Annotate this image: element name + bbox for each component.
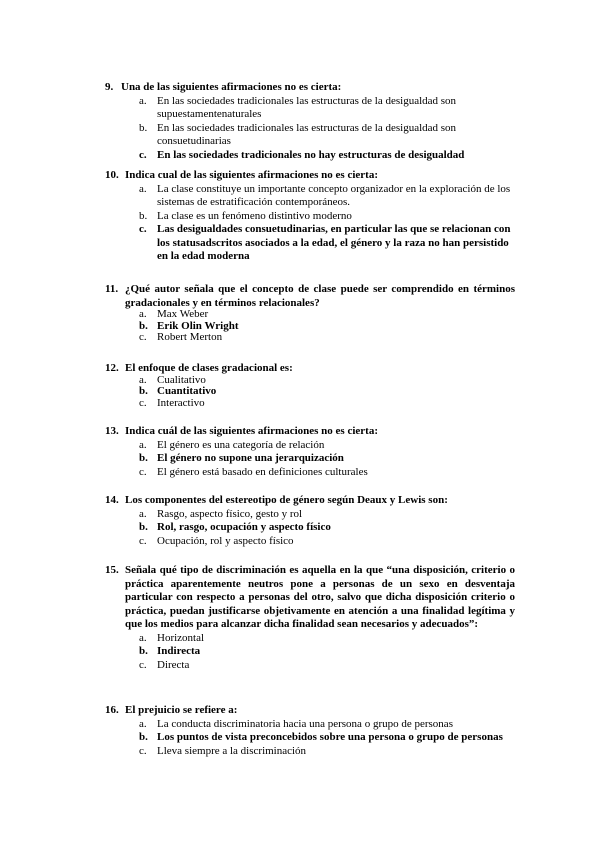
option-text: Directa — [157, 658, 190, 671]
question-text: Los componentes del estereotipo de género según Deaux y Lewis son: — [125, 494, 448, 506]
question-text: Señala qué tipo de discriminación es aquella en la que “una disposición, criterio o práctica aparentemente neutros pone a personas de un sexo en desventaja particular con respecto a personas del otro, salvo que dicha disposición criterio o práctica, puedan justificarse objetivamente en atención a una finalidad legítima y que los medios para alcanzar dicha finalidad sean necesarios y adecuados”: — [125, 564, 515, 630]
option-b-answer — [105, 452, 515, 466]
option-letter: a. — [139, 507, 147, 520]
question-number: 12. — [105, 362, 119, 374]
option-a — [105, 439, 515, 453]
option-text: Horizontal — [157, 631, 205, 644]
option-text: Cuantitativo — [157, 385, 217, 397]
option-letter: a. — [139, 308, 147, 320]
option-text: En las sociedades tradicionales las estructuras de la desigualdad son consuetudinarias — [157, 121, 457, 147]
option-letter: c. — [139, 148, 147, 161]
option-text: En las sociedades tradicionales no hay estructuras de desigualdad — [157, 148, 465, 161]
option-c — [105, 397, 515, 411]
question-16-stem — [105, 704, 515, 718]
option-text: Ocupación, rol y aspecto físico — [157, 534, 294, 547]
option-a — [105, 508, 515, 522]
question-13 — [105, 425, 515, 479]
option-text: La conducta discriminatoria hacia una persona o grupo de personas — [157, 717, 453, 730]
option-text: Erik Olin Wright — [157, 319, 239, 332]
option-letter: b. — [139, 209, 148, 222]
question-number: 13. — [105, 425, 119, 437]
option-letter: a. — [139, 182, 147, 195]
question-text: El prejuicio se refiere a: — [125, 704, 238, 716]
question-15-stem — [105, 564, 515, 632]
option-b-answer — [105, 731, 515, 745]
option-text: El género está basado en definiciones culturales — [157, 465, 368, 478]
option-a — [105, 718, 515, 732]
option-c — [105, 331, 515, 345]
option-letter: c. — [139, 658, 147, 671]
option-c — [105, 535, 515, 549]
option-b-answer — [105, 645, 515, 659]
option-letter: a. — [139, 631, 147, 644]
option-text: Lleva siempre a la discriminación — [157, 744, 307, 757]
option-c-answer — [105, 149, 515, 163]
option-a — [105, 183, 515, 210]
question-text: Una de las siguientes afirmaciones no es cierta: — [121, 81, 342, 93]
option-letter: b. — [139, 452, 148, 464]
question-15 — [105, 564, 515, 672]
option-letter: a. — [139, 438, 147, 451]
option-text: Los puntos de vista preconcebidos sobre una persona o grupo de personas — [157, 731, 503, 743]
question-13-stem — [105, 425, 515, 439]
question-11 — [105, 283, 515, 345]
question-11-stem — [105, 283, 515, 310]
option-text: Cualitativo — [157, 373, 206, 386]
option-text: Robert Merton — [157, 331, 223, 343]
option-letter: c. — [139, 744, 147, 757]
option-c — [105, 659, 515, 673]
option-letter: b. — [139, 521, 148, 533]
question-number: 16. — [105, 704, 119, 716]
option-letter: c. — [139, 331, 147, 343]
question-text: Indica cuál de las siguientes afirmaciones no es cierta: — [125, 425, 378, 437]
question-text: ¿Qué autor señala que el concepto de clase puede ser comprendido en términos gradacionales y en términos relacionales? — [125, 283, 515, 309]
option-letter: c. — [139, 465, 147, 478]
option-c-answer — [105, 223, 515, 264]
question-number: 11. — [105, 283, 119, 295]
option-letter: a. — [139, 373, 147, 386]
option-letter: c. — [139, 223, 147, 235]
option-text: Rasgo, aspecto físico, gesto y rol — [157, 507, 303, 520]
question-12 — [105, 362, 515, 410]
question-text: Indica cual de las siguientes afirmaciones no es cierta: — [125, 169, 378, 181]
question-9-stem — [105, 81, 515, 95]
question-10 — [105, 169, 515, 264]
option-letter: a. — [139, 717, 147, 730]
question-14 — [105, 494, 515, 548]
option-letter: b. — [139, 645, 148, 657]
question-number: 14. — [105, 494, 119, 506]
question-number: 10. — [105, 169, 119, 181]
option-c — [105, 466, 515, 480]
option-letter: b. — [139, 731, 148, 743]
option-letter: a. — [139, 94, 147, 107]
question-9 — [105, 81, 515, 162]
question-number: 9. — [105, 81, 114, 93]
option-text: Rol, rasgo, ocupación y aspecto físico — [157, 521, 331, 533]
option-text: Indirecta — [157, 645, 201, 657]
option-text: En las sociedades tradicionales las estructuras de la desigualdad son supuestamentenaturales — [157, 94, 457, 120]
question-number: 15. — [105, 564, 119, 576]
option-b — [105, 122, 515, 149]
question-14-stem — [105, 494, 515, 508]
option-text: Interactivo — [157, 396, 205, 409]
option-text: La clase constituye un importante concepto organizador en la exploración de los sistemas de estratificación contemporáneos. — [157, 182, 511, 208]
option-text: Max Weber — [157, 308, 209, 320]
option-c — [105, 745, 515, 759]
option-text: El género es una categoría de relación — [157, 438, 325, 451]
option-text: La clase es un fenómeno distintivo moderno — [157, 209, 352, 222]
option-b-answer — [105, 521, 515, 535]
question-10-stem — [105, 169, 515, 183]
option-letter: c. — [139, 396, 147, 409]
option-letter: b. — [139, 385, 148, 397]
option-letter: b. — [139, 121, 148, 134]
option-b — [105, 210, 515, 224]
option-a — [105, 632, 515, 646]
question-16 — [105, 704, 515, 758]
option-a — [105, 95, 515, 122]
option-letter: c. — [139, 534, 147, 547]
option-text: Las desigualdades consuetudinarias, en particular las que se relacionan con los statusadscritos asociados a la edad, el género y la raza no han persistido en la edad moderna — [157, 223, 511, 262]
option-text: El género no supone una jerarquización — [157, 452, 344, 464]
question-text: El enfoque de clases gradacional es: — [125, 362, 293, 374]
option-letter: b. — [139, 319, 148, 332]
